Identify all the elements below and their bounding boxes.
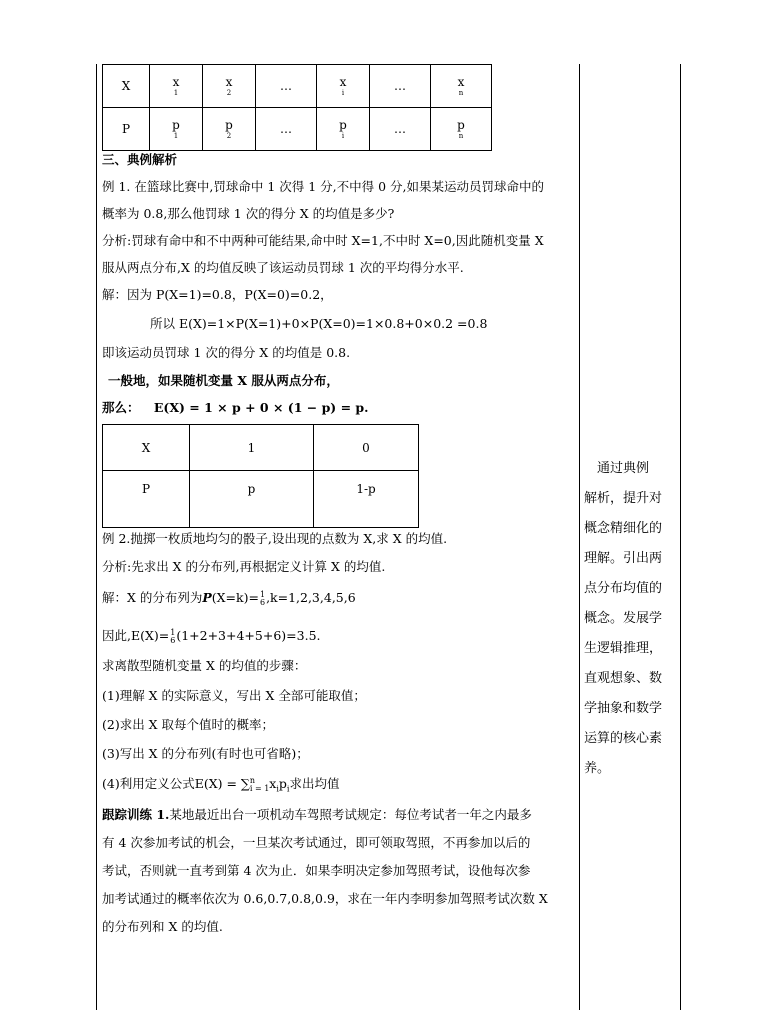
example1-question-line1: 例 1. 在篮球比赛中,罚球命中 1 次得 1 分,不中得 0 分,如果某运动员罚球命中的 <box>102 179 544 194</box>
table-cell: p i <box>317 108 370 151</box>
table-cell: P <box>103 108 150 151</box>
step-1: (1)理解 X 的实际意义，写出 X 全部可能取值； <box>102 688 366 703</box>
sum-limits <box>250 777 269 793</box>
main-column <box>102 64 572 934</box>
training-line1 <box>102 805 532 825</box>
example2-solution-line2 <box>102 626 321 646</box>
mean-formula: E(X) = ∑ <box>194 776 250 791</box>
solution-text: 因此,E(X)= <box>102 628 170 643</box>
table-cell: x 1 <box>150 65 203 108</box>
table-cell: … <box>256 65 317 108</box>
table-cell: 0 <box>314 425 419 471</box>
formula-sub: i <box>286 784 290 794</box>
steps-title: 求离散型随机变量 X 的均值的步骤： <box>102 658 307 673</box>
table-cell: p 2 <box>203 108 256 151</box>
table-row <box>103 108 492 151</box>
step-text: (4)利用定义公式 <box>102 776 195 791</box>
note-line: 生逻辑推理， <box>584 641 663 656</box>
step-4 <box>102 774 340 800</box>
solution-text: ,k=1,2,3,4,5,6 <box>266 590 356 605</box>
note-line: 点分布均值的 <box>584 581 663 596</box>
formula-p: p <box>278 776 287 791</box>
example2-question: 例 2.抛掷一枚质地均匀的骰子,设出现的点数为 X,求 X 的均值. <box>102 531 448 546</box>
fraction <box>170 629 175 645</box>
example1-solution-line2: 所以 E(X)=1×P(X=1)+0×P(X=0)=1×0.8+0×0.2 =0.8 <box>150 316 488 331</box>
table-cell: P <box>103 471 190 528</box>
fraction <box>260 591 265 607</box>
table-row <box>103 471 419 528</box>
example1-solution-line1: 解：因为 P(X=1)=0.8，P(X=0)=0.2， <box>102 287 333 302</box>
table-cell: x 2 <box>203 65 256 108</box>
section-heading: 三、典例解析 <box>102 152 178 167</box>
note-line: 学抽象和数学 <box>584 701 663 716</box>
step-2: (2)求出 X 取每个值时的概率； <box>102 717 275 732</box>
table-cell: p <box>190 471 314 528</box>
training-line3: 考试，否则就一直考到第 4 次为止．如果李明决定参加驾照考试，设他每次参 <box>102 863 531 878</box>
table-cell: 1-p <box>314 471 419 528</box>
general-formula <box>102 398 369 418</box>
solution-text: 解：X 的分布列为 <box>102 590 203 605</box>
table-cell: … <box>256 108 317 151</box>
solution-text: (1+2+3+4+5+6)=3.5. <box>176 628 321 643</box>
fraction-numerator: 1 <box>170 627 176 637</box>
note-line: 概念精细化的 <box>584 521 663 536</box>
note-line: 理解。引出两 <box>584 551 663 566</box>
teaching-notes <box>584 454 682 784</box>
fraction-numerator: 1 <box>259 589 266 599</box>
table-cell: … <box>370 65 431 108</box>
note-line: 运算的核心素 <box>584 731 663 746</box>
solution-text: (X=k)= <box>211 590 259 605</box>
fraction-denominator: 6 <box>170 635 176 645</box>
table-cell: x i <box>317 65 370 108</box>
example1-conclusion: 即该运动员罚球 1 次的得分 X 的均值是 0.8. <box>102 345 351 360</box>
fraction-denominator: 6 <box>259 597 266 607</box>
general-statement: 一般地，如果随机变量 X 服从两点分布， <box>108 373 339 388</box>
step-text: 求出均值 <box>289 776 340 791</box>
training-text: 某地最近出台一项机动车驾照考试规定：每位考试者一年之内最多 <box>169 807 532 822</box>
table-cell: X <box>103 65 150 108</box>
training-line4: 加考试通过的概率依次为 0.6,0.7,0.8,0.9，求在一年内李明参加驾照考试次数 X <box>102 891 548 906</box>
example1-analysis-line1: 分析:罚球有命中和不中两种可能结果,命中时 X=1,不中时 X=0,因此随机变量 X <box>102 233 544 248</box>
note-line: 通过典例 <box>584 461 650 476</box>
probability-symbol: P <box>202 590 212 605</box>
example2-analysis: 分析:先求出 X 的分布列,再根据定义计算 X 的均值. <box>102 559 386 574</box>
formula-x: x <box>269 776 277 791</box>
formula-sub: i <box>276 784 279 794</box>
sum-upper: n <box>249 775 255 785</box>
distribution-table-general <box>102 64 492 151</box>
table-cell: p 1 <box>150 108 203 151</box>
table-cell: … <box>370 108 431 151</box>
table-cell: p n <box>431 108 492 151</box>
training-label: 跟踪训练 1. <box>102 807 170 822</box>
step-3: (3)写出 X 的分布列(有时也可省略)； <box>102 746 309 761</box>
two-point-mean-formula: E(X) = 1 × p + 0 × (1 − p) = p. <box>153 400 369 415</box>
example1-question-line2: 概率为 0.8,那么他罚球 1 次的得分 X 的均值是多少? <box>102 206 395 221</box>
note-line: 解析，提升对 <box>584 491 663 506</box>
two-point-distribution-table <box>102 424 419 528</box>
note-line: 直观想象、数 <box>584 671 663 686</box>
formula-prefix: 那么： <box>102 400 140 415</box>
table-cell: 1 <box>190 425 314 471</box>
note-line: 养。 <box>584 761 611 776</box>
training-line5: 的分布列和 X 的均值. <box>102 919 223 934</box>
training-line2: 有 4 次参加考试的机会，一旦某次考试通过，即可领取驾照，不再参加以后的 <box>102 835 531 850</box>
table-cell: X <box>103 425 190 471</box>
table-row <box>103 65 492 108</box>
example2-solution-line1 <box>102 588 356 608</box>
note-line: 概念。发展学 <box>584 611 663 626</box>
column-divider <box>579 64 580 1010</box>
table-row <box>103 425 419 471</box>
example1-analysis-line2: 服从两点分布,X 的均值反映了该运动员罚球 1 次的平均得分水平. <box>102 260 464 275</box>
table-cell: x n <box>431 65 492 108</box>
sum-lower: i = 1 <box>249 783 270 793</box>
